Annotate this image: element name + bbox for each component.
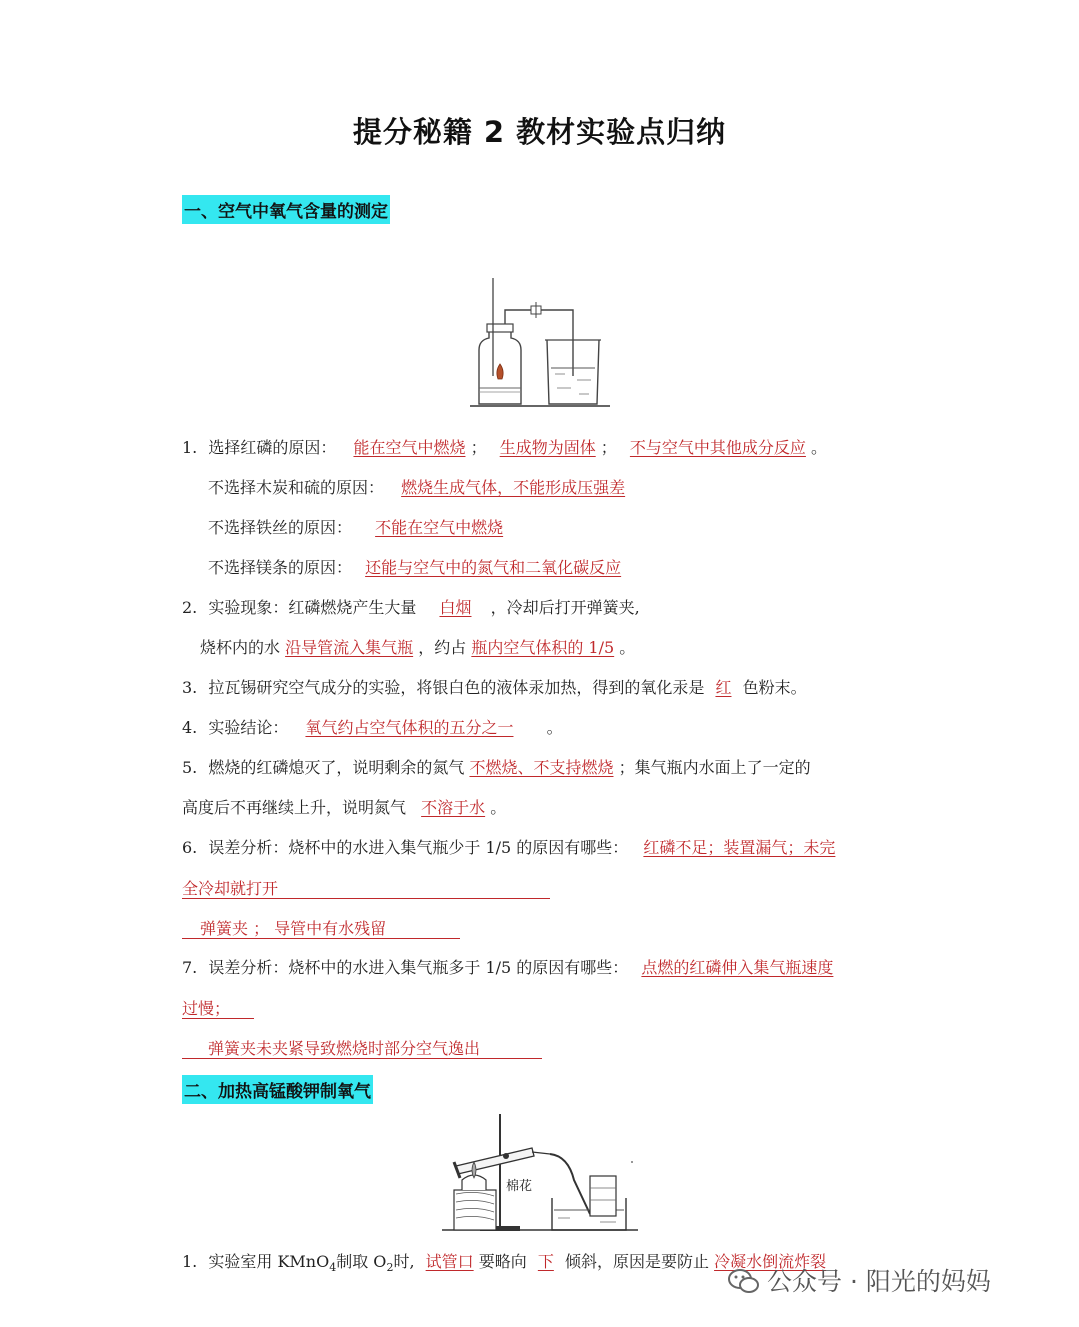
answer-blank: 红 [715, 678, 732, 697]
question-text: ，冷却后打开弹簧夹, [490, 598, 640, 617]
subscript: 2 [386, 1261, 394, 1275]
answer-underline [182, 998, 254, 1019]
answer-underline [182, 1038, 542, 1059]
answer-blank: 氧气约占空气体积的五分之一 [305, 718, 514, 737]
question-1c [208, 517, 503, 539]
question-text: ，约占 [418, 638, 467, 657]
answer-blank: 瓶内空气体积的 1/5 [471, 638, 615, 657]
question-text: 实验结论： [208, 718, 289, 737]
question-text: 时, [393, 1252, 415, 1271]
question-6-line3 [182, 917, 460, 939]
question-4 [182, 717, 563, 739]
question-number: 5. [182, 758, 198, 777]
question-text: 实验现象：红磷燃烧产生大量 [208, 598, 417, 617]
question-text: 误差分析：烧杯中的水进入集气瓶少于 1/5 的原因有哪些： [208, 838, 629, 857]
question-text: 不选择镁条的原因： [208, 558, 353, 577]
question-text: 燃烧的红磷熄灭了，说明剩余的氮气 [208, 758, 465, 777]
page-title: 提分秘籍 2 教材实验点归纳 [352, 115, 727, 149]
answer-blank: 冷凝水倒流炸裂 [714, 1252, 827, 1271]
watermark-text: 公众号 · 阳光的妈妈 [767, 1267, 991, 1296]
question-text: 色粉末。 [742, 678, 807, 697]
punctuation: 。 [490, 798, 507, 817]
question-number: 7. [182, 958, 198, 977]
question-text: 要略向 [478, 1252, 527, 1271]
question-1b [208, 477, 625, 499]
question-text: 高度后不再继续上升，说明氮气 [182, 798, 407, 817]
question-6-line2 [182, 877, 550, 899]
separator: ； [600, 438, 617, 457]
section-heading-1: 一、空气中氧气含量的测定 [182, 195, 390, 224]
answer-text: 弹簧夹未夹紧导致燃烧时部分空气逸出 [208, 1039, 481, 1058]
answer-blank: 燃烧生成气体，不能形成压强差 [401, 478, 626, 497]
question-6 [182, 837, 835, 859]
punctuation: 。 [811, 438, 828, 457]
answer-blank: 不能在空气中燃烧 [375, 518, 504, 537]
answer-blank: 红磷不足；装置漏气；未完 [643, 838, 836, 857]
wechat-icon [727, 1267, 761, 1295]
question-number: 1. [182, 438, 198, 457]
question-7-line2 [182, 997, 254, 1019]
question-number: 1. [182, 1252, 198, 1271]
question-text: 制取 O [336, 1252, 387, 1271]
answer-blank: 沿导管流入集气瓶 [285, 638, 414, 657]
punctuation: 。 [619, 638, 636, 657]
subscript: 4 [329, 1261, 337, 1275]
question-7-line3 [182, 1037, 542, 1059]
cotton-label: 棉花 [506, 1179, 533, 1194]
question-5-line2 [182, 797, 506, 819]
question-text: 选择红磷的原因： [208, 438, 337, 457]
question-text: 烧杯内的水 [200, 638, 281, 657]
answer-blank: 不燃烧、不支持燃烧 [469, 758, 614, 777]
answer-blank: 能在空气中燃烧 [353, 438, 466, 457]
question-text: 实验室用 KMnO [208, 1252, 330, 1271]
question-3 [182, 677, 807, 699]
answer-blank: 点燃的红磷伸入集气瓶速度 [641, 958, 834, 977]
question-number: 4. [182, 718, 198, 737]
question-text: 拉瓦锡研究空气成分的实验，将银白色的液体汞加热，得到的氧化汞是 [208, 678, 705, 697]
answer-blank: 不与空气中其他成分反应 [629, 438, 806, 457]
question-2-line2 [200, 637, 635, 659]
potassium-permanganate-apparatus-figure [440, 1110, 640, 1234]
question-1d [208, 557, 621, 579]
question-text: 误差分析：烧杯中的水进入集气瓶多于 1/5 的原因有哪些： [208, 958, 629, 977]
question-text: 不选择铁丝的原因： [208, 518, 353, 537]
section-heading-2: 二、加热高锰酸钾制氧气 [182, 1075, 373, 1104]
question-2 [182, 597, 640, 619]
question-number: 2. [182, 598, 198, 617]
question-number: 3. [182, 678, 198, 697]
answer-underline [182, 878, 550, 899]
answer-underline [182, 918, 460, 939]
question-5 [182, 757, 811, 779]
answer-blank: 不溶于水 [421, 798, 486, 817]
question-text: 不选择木炭和硫的原因： [208, 478, 385, 497]
question-7 [182, 957, 833, 979]
answer-blank: 下 [537, 1252, 554, 1271]
question-text: ；集气瓶内水面上了一定的 [618, 758, 811, 777]
question-number: 6. [182, 838, 198, 857]
answer-text: 过慢； [182, 999, 231, 1018]
punctuation: 。 [546, 718, 563, 737]
question-1 [182, 437, 827, 459]
question-text: 倾斜，原因是要防止 [564, 1252, 709, 1271]
answer-text: 弹簧夹 ； 导管中有水残留 [200, 919, 387, 938]
answer-blank: 还能与空气中的氮气和二氧化碳反应 [365, 558, 622, 577]
watermark [727, 1262, 991, 1298]
answer-blank: 试管口 [425, 1252, 474, 1271]
answer-text: 全冷却就打开 [182, 879, 279, 898]
answer-blank: 生成物为固体 [499, 438, 596, 457]
oxygen-measurement-apparatus-figure [465, 276, 615, 412]
answer-blank: 白烟 [439, 598, 472, 617]
separator: ； [470, 438, 487, 457]
